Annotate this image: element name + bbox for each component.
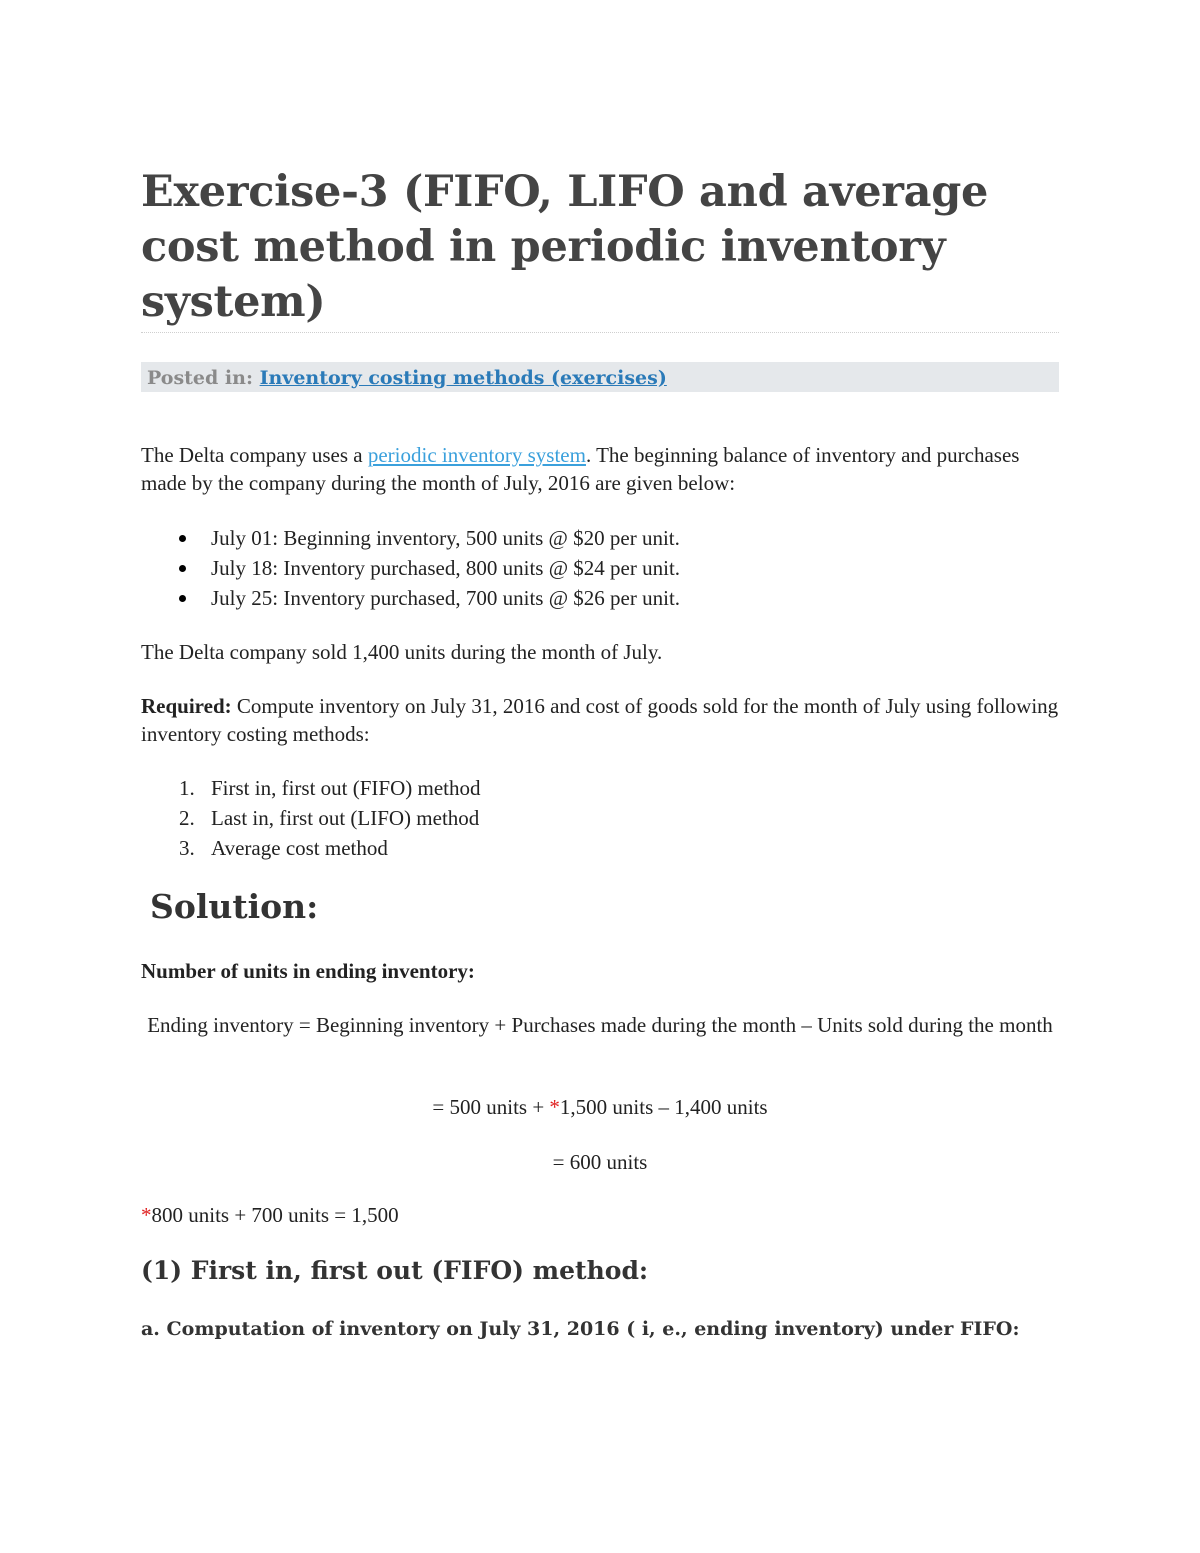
- list-item: [141, 833, 481, 863]
- list-number: 2.: [179, 806, 195, 830]
- list-number: 3.: [179, 836, 195, 860]
- asterisk-mark: *: [549, 1095, 560, 1119]
- list-item: July 01: Beginning inventory, 500 units @ $20 per unit.: [141, 523, 680, 553]
- list-number: 1.: [179, 776, 195, 800]
- list-text: First in, first out (FIFO) method: [211, 776, 481, 800]
- fifo-heading: (1) First in, first out (FIFO) method:: [141, 1256, 649, 1285]
- required-paragraph: [141, 692, 1059, 748]
- page-title: Exercise-3 (FIFO, LIFO and average cost method in periodic inventory system): [141, 167, 989, 327]
- posted-in-bar: [141, 362, 1059, 392]
- calc-part: = 500 units +: [432, 1095, 550, 1119]
- title-divider: [141, 332, 1059, 333]
- list-text: Last in, first out (LIFO) method: [211, 806, 480, 830]
- calculation-line-1: [141, 1093, 1059, 1121]
- units-heading: Number of units in ending inventory:: [141, 959, 475, 983]
- list-text: Average cost method: [211, 836, 388, 860]
- calc-part: 1,500 units – 1,400 units: [559, 1095, 768, 1119]
- posted-in-label: Posted in:: [147, 367, 253, 389]
- ending-inventory-formula: Ending inventory = Beginning inventory + Purchases made during the month – Units sold during the month: [147, 1013, 1053, 1037]
- list-item: July 18: Inventory purchased, 800 units @ $24 per unit.: [141, 553, 680, 583]
- fifo-subheading: a. Computation of inventory on July 31, 2016 ( i, e., ending inventory) under FIFO:: [141, 1318, 1020, 1340]
- intro-text-end: . The beginning balance of inventory and purchases made by the company during the month of July, 2016 are given below:: [141, 443, 1020, 495]
- list-item: [141, 773, 481, 803]
- periodic-inventory-link[interactable]: periodic inventory system: [367, 443, 586, 467]
- solution-heading: Solution:: [150, 887, 319, 926]
- required-label: Required:: [141, 694, 232, 718]
- methods-list: [141, 773, 481, 863]
- units-sold-text: The Delta company sold 1,400 units during the month of July.: [141, 640, 663, 664]
- intro-paragraph: [141, 441, 1059, 497]
- required-text: Compute inventory on July 31, 2016 and cost of goods sold for the month of July using following inventory costing methods:: [141, 694, 1059, 746]
- list-item: [141, 803, 481, 833]
- asterisk-mark: *: [141, 1203, 152, 1227]
- calculation-line-2: = 600 units: [552, 1150, 648, 1174]
- footnote: [141, 1201, 1059, 1229]
- category-link[interactable]: Inventory costing methods (exercises): [259, 367, 667, 389]
- footnote-text: 800 units + 700 units = 1,500: [151, 1203, 399, 1227]
- list-item: July 25: Inventory purchased, 700 units @ $26 per unit.: [141, 583, 680, 613]
- purchase-list: [141, 523, 680, 613]
- intro-text-start: The Delta company uses a: [141, 443, 368, 467]
